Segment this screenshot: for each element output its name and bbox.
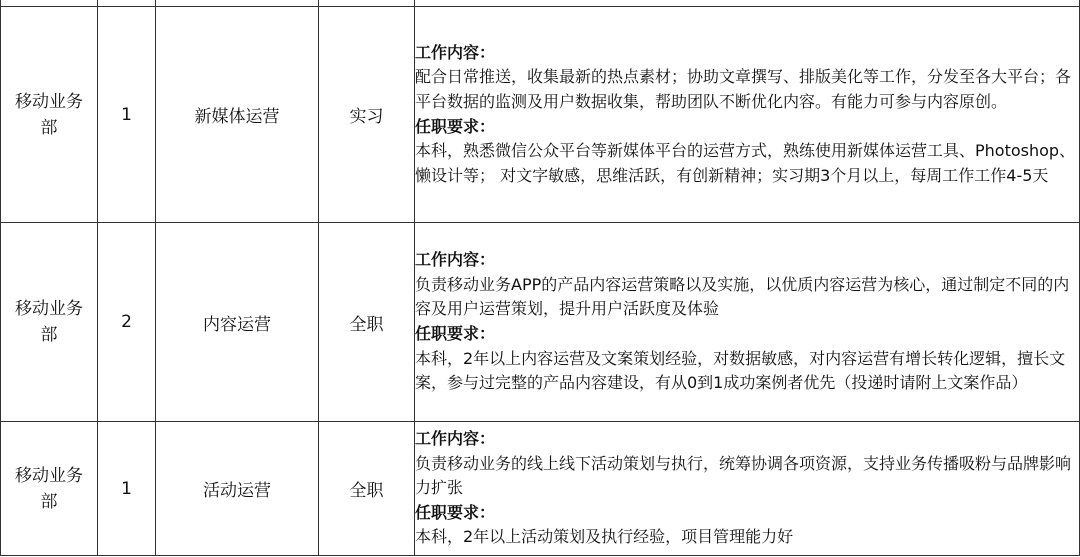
content-heading: 工作内容： <box>415 42 496 62</box>
headcount-cell: 1 <box>98 7 156 223</box>
department-label: 移动业务部 <box>15 299 83 345</box>
employment-type-cell: 全职 <box>319 223 415 422</box>
headcount-cell: 1 <box>98 422 156 556</box>
position-title-cell: 内容运营 <box>156 223 319 422</box>
job-description-cell <box>415 422 1080 556</box>
content-heading: 工作内容： <box>415 429 496 449</box>
requirements-text: 本科，2年以上活动策划及执行经验，项目管理能力好 <box>415 527 794 547</box>
department-cell <box>1 223 98 422</box>
content-text: 负责移动业务APP的产品内容运营策略以及实施，以优质内容运营为核心，通过制定不同的内容及用户运营策划，提升用户活跃度及体验 <box>415 274 1070 319</box>
employment-type-cell: 全职 <box>319 422 415 556</box>
department-cell <box>1 422 98 556</box>
table-row <box>1 7 1080 223</box>
job-description-cell <box>415 223 1080 422</box>
requirements-text: 本科，2年以上内容运营及文案策划经验，对数据敏感，对内容运营有增长转化逻辑，擅长文案，参与过完整的产品内容建设，有从0到1成功案例者优先（投递时请附上文案作品） <box>415 348 1066 393</box>
content-text: 配合日常推送，收集最新的热点素材；协助文章撰写、排版美化等工作，分发至各大平台；各平台数据的监测及用户数据收集，帮助团队不断优化内容。有能力可参与内容原创。 <box>415 67 1072 111</box>
table-row <box>1 223 1080 422</box>
content-text: 负责移动业务的线上线下活动策划与执行，统筹协调各项资源，支持业务传播吸粉与品牌影响力扩张 <box>415 453 1072 498</box>
requirements-heading: 任职要求： <box>415 116 496 136</box>
department-label: 移动业务部 <box>15 91 83 138</box>
position-title-cell: 活动运营 <box>156 422 319 556</box>
requirements-text: 本科，熟悉微信公众平台等新媒体平台的运营方式，熟练使用新媒体运营工具、Photoshop、懒设计等； 对文字敏感，思维活跃，有创新精神；实习期3个月以上，每周工作工作4-5天 <box>415 141 1076 185</box>
content-heading: 工作内容： <box>415 250 496 270</box>
department-label: 移动业务部 <box>15 465 83 512</box>
requirements-heading: 任职要求： <box>415 324 496 343</box>
employment-type-cell: 实习 <box>319 7 415 223</box>
department-cell <box>1 7 98 223</box>
headcount-cell: 2 <box>98 223 156 422</box>
requirements-heading: 任职要求： <box>415 502 496 522</box>
job-description-cell <box>415 7 1080 223</box>
table-row <box>1 422 1080 556</box>
position-title-cell: 新媒体运营 <box>156 7 319 223</box>
